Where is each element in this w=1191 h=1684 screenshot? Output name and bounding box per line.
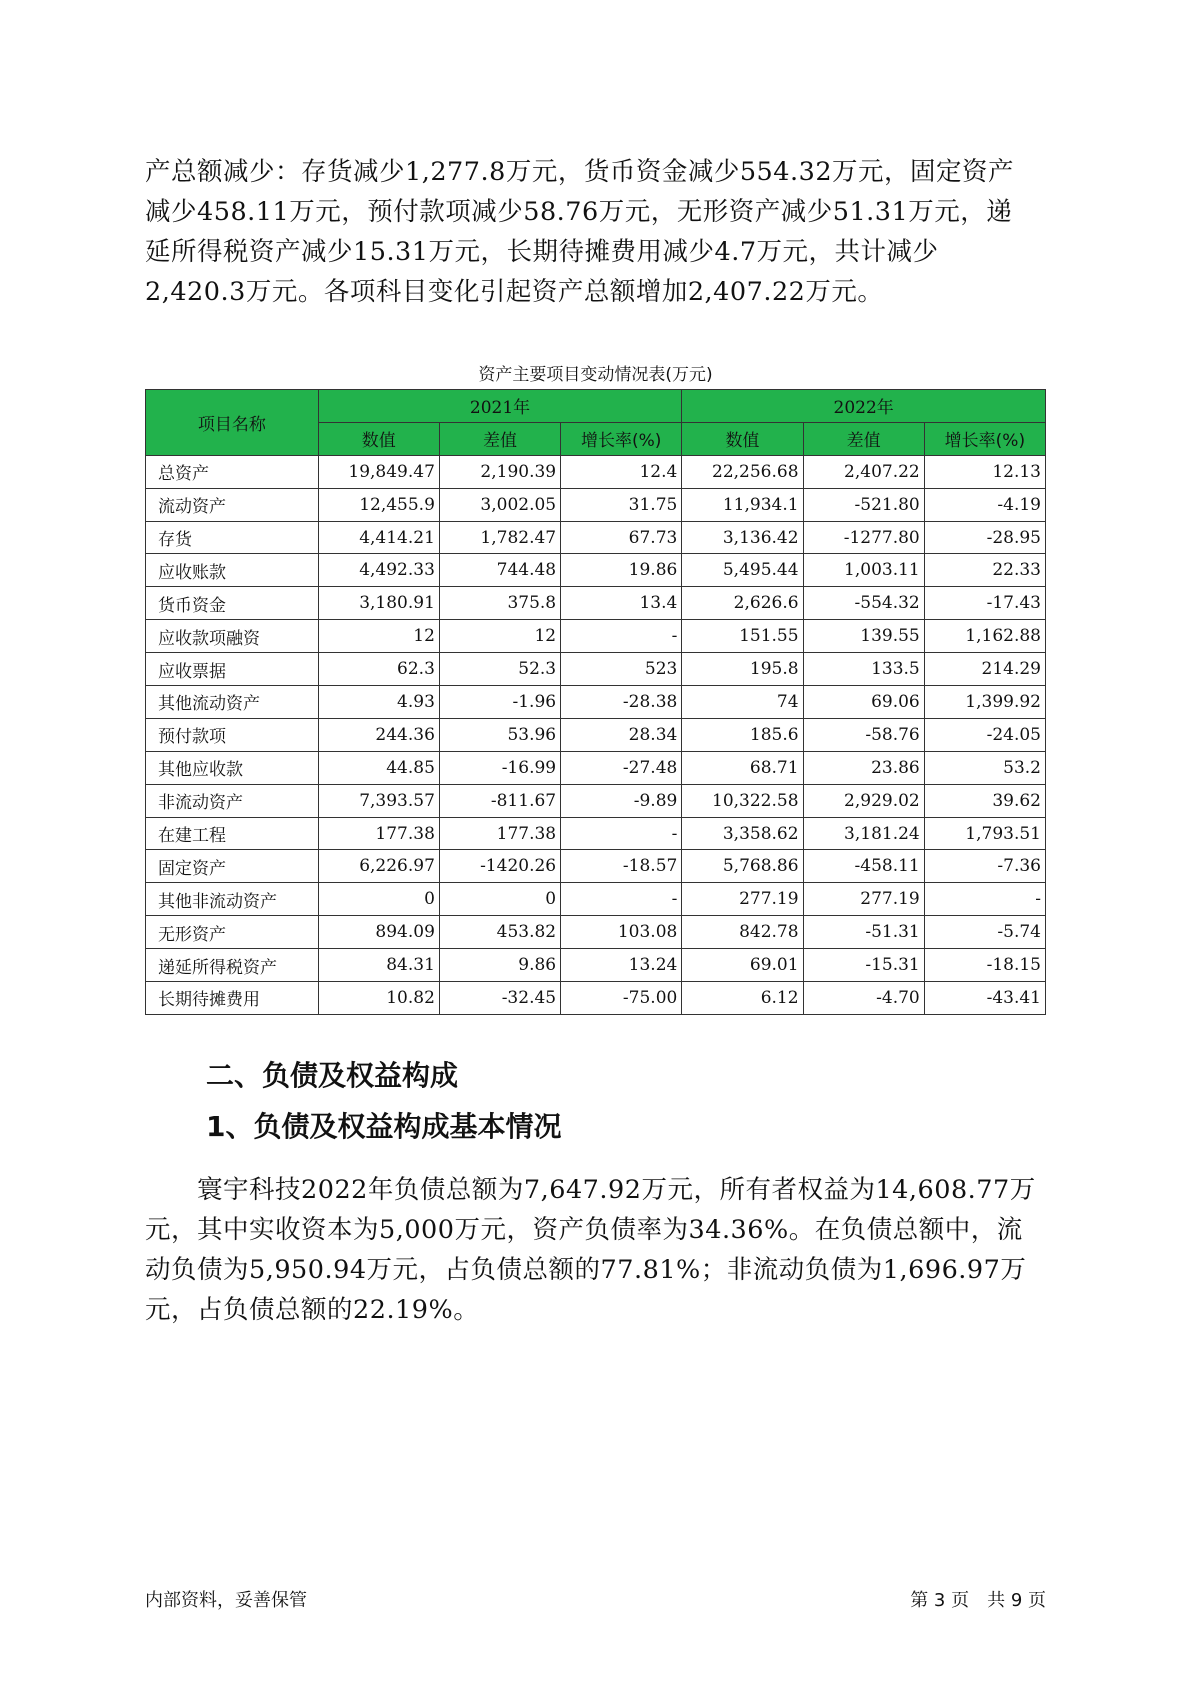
table-cell: 12 <box>318 620 439 653</box>
table-cell: 177.38 <box>318 817 439 850</box>
row-item-name: 在建工程 <box>146 817 319 850</box>
table-cell: 277.19 <box>682 883 803 916</box>
table-cell: 6.12 <box>682 982 803 1015</box>
header-value: 数值 <box>318 422 439 455</box>
table-cell: -16.99 <box>439 751 560 784</box>
section-heading: 二、负债及权益构成 <box>206 1059 459 1092</box>
table-cell: 185.6 <box>682 718 803 751</box>
table-cell: -4.70 <box>803 982 924 1015</box>
table-cell: - <box>561 883 682 916</box>
row-item-name: 非流动资产 <box>146 784 319 817</box>
table-cell: 1,793.51 <box>924 817 1045 850</box>
table-cell: 103.08 <box>561 916 682 949</box>
table-cell: -17.43 <box>924 587 1045 620</box>
table-cell: 31.75 <box>561 488 682 521</box>
row-item-name: 其他应收款 <box>146 751 319 784</box>
row-item-name: 货币资金 <box>146 587 319 620</box>
table-caption: 资产主要项目变动情况表(万元) <box>478 365 713 385</box>
header-growth: 增长率(%) <box>561 422 682 455</box>
table-cell: 453.82 <box>439 916 560 949</box>
table-row <box>146 620 1046 653</box>
text-line: 寰宇科技2022年负债总额为7,647.92万元，所有者权益为14,608.77万 <box>145 1175 1036 1205</box>
table-cell: 3,358.62 <box>682 817 803 850</box>
table-cell: -24.05 <box>924 718 1045 751</box>
header-value: 数值 <box>682 422 803 455</box>
row-item-name: 无形资产 <box>146 916 319 949</box>
table-cell: -75.00 <box>561 982 682 1015</box>
table-row <box>146 850 1046 883</box>
table-cell: -27.48 <box>561 751 682 784</box>
body-paragraph-2 <box>145 1170 1045 1330</box>
table-cell: 177.38 <box>439 817 560 850</box>
table-cell: 3,002.05 <box>439 488 560 521</box>
row-item-name: 递延所得税资产 <box>146 949 319 982</box>
table-cell: 62.3 <box>318 653 439 686</box>
table-cell: -28.95 <box>924 521 1045 554</box>
table-row <box>146 784 1046 817</box>
row-item-name: 应收票据 <box>146 653 319 686</box>
table-cell: 12 <box>439 620 560 653</box>
asset-change-table <box>145 389 1046 1015</box>
table-cell: 151.55 <box>682 620 803 653</box>
table-row <box>146 686 1046 719</box>
table-cell: 53.96 <box>439 718 560 751</box>
text-line: 2,420.3万元。各项科目变化引起资产总额增加2,407.22万元。 <box>145 277 884 307</box>
table-cell: 2,407.22 <box>803 455 924 488</box>
table-cell: -5.74 <box>924 916 1045 949</box>
table-cell: 894.09 <box>318 916 439 949</box>
table-cell: 7,393.57 <box>318 784 439 817</box>
table-row <box>146 554 1046 587</box>
table-cell: 4,414.21 <box>318 521 439 554</box>
text-line: 减少458.11万元，预付款项减少58.76万元，无形资产减少51.31万元，递 <box>145 197 1013 227</box>
row-item-name: 长期待摊费用 <box>146 982 319 1015</box>
table-cell: 67.73 <box>561 521 682 554</box>
table-cell: 2,929.02 <box>803 784 924 817</box>
table-cell: -28.38 <box>561 686 682 719</box>
table-cell: - <box>561 817 682 850</box>
table-cell: 744.48 <box>439 554 560 587</box>
table-cell: -18.57 <box>561 850 682 883</box>
table-body <box>146 455 1046 1014</box>
table-row <box>146 949 1046 982</box>
table-cell: 12,455.9 <box>318 488 439 521</box>
table-cell: -58.76 <box>803 718 924 751</box>
row-item-name: 总资产 <box>146 455 319 488</box>
table-cell: -15.31 <box>803 949 924 982</box>
table-cell: 0 <box>439 883 560 916</box>
table-cell: 1,162.88 <box>924 620 1045 653</box>
header-diff: 差值 <box>803 422 924 455</box>
row-item-name: 其他非流动资产 <box>146 883 319 916</box>
row-item-name: 应收账款 <box>146 554 319 587</box>
header-diff: 差值 <box>439 422 560 455</box>
text-line: 延所得税资产减少15.31万元，长期待摊费用减少4.7万元，共计减少 <box>145 237 939 267</box>
table-row <box>146 751 1046 784</box>
table-cell: 3,136.42 <box>682 521 803 554</box>
table-cell: -458.11 <box>803 850 924 883</box>
table-cell: 277.19 <box>803 883 924 916</box>
table-cell: 139.55 <box>803 620 924 653</box>
text-line: 元，其中实收资本为5,000万元，资产负债率为34.36%。在负债总额中，流 <box>145 1215 1023 1245</box>
table-row <box>146 653 1046 686</box>
table-cell: 1,003.11 <box>803 554 924 587</box>
subsection-heading: 1、负债及权益构成基本情况 <box>206 1110 562 1143</box>
table-cell: 3,181.24 <box>803 817 924 850</box>
table-cell: 12.4 <box>561 455 682 488</box>
table-cell: -1277.80 <box>803 521 924 554</box>
table-cell: 5,495.44 <box>682 554 803 587</box>
table-cell: 1,399.92 <box>924 686 1045 719</box>
table-row <box>146 488 1046 521</box>
row-item-name: 预付款项 <box>146 718 319 751</box>
table-cell: -521.80 <box>803 488 924 521</box>
table-cell: 214.29 <box>924 653 1045 686</box>
table-cell: 3,180.91 <box>318 587 439 620</box>
table-cell: 0 <box>318 883 439 916</box>
table-cell: 5,768.86 <box>682 850 803 883</box>
table-cell: -18.15 <box>924 949 1045 982</box>
table-cell: 10.82 <box>318 982 439 1015</box>
table-cell: 13.4 <box>561 587 682 620</box>
table-cell: 1,782.47 <box>439 521 560 554</box>
table-cell: 9.86 <box>439 949 560 982</box>
table-cell: 69.06 <box>803 686 924 719</box>
table-cell: 22,256.68 <box>682 455 803 488</box>
table-cell: 84.31 <box>318 949 439 982</box>
table-cell: 52.3 <box>439 653 560 686</box>
row-item-name: 流动资产 <box>146 488 319 521</box>
table-cell: 11,934.1 <box>682 488 803 521</box>
table-cell: - <box>924 883 1045 916</box>
table-row <box>146 883 1046 916</box>
table-cell: -811.67 <box>439 784 560 817</box>
body-paragraph-1 <box>145 152 1045 312</box>
table-cell: 12.13 <box>924 455 1045 488</box>
footer-page-number: 第 3 页 共 9 页 <box>910 1590 1046 1611</box>
footer-confidential-note: 内部资料，妥善保管 <box>145 1590 307 1611</box>
table-cell: 133.5 <box>803 653 924 686</box>
table-cell: -43.41 <box>924 982 1045 1015</box>
table-cell: 19.86 <box>561 554 682 587</box>
table-row <box>146 916 1046 949</box>
header-item-name: 项目名称 <box>146 390 319 456</box>
table-cell: 22.33 <box>924 554 1045 587</box>
table-cell: 39.62 <box>924 784 1045 817</box>
table-cell: -4.19 <box>924 488 1045 521</box>
table-row <box>146 982 1046 1015</box>
table-row <box>146 455 1046 488</box>
text-line: 元，占负债总额的22.19%。 <box>145 1295 480 1325</box>
table-cell: -51.31 <box>803 916 924 949</box>
table-cell: -554.32 <box>803 587 924 620</box>
table-cell: 4.93 <box>318 686 439 719</box>
table-row <box>146 817 1046 850</box>
table-cell: 68.71 <box>682 751 803 784</box>
table-cell: 4,492.33 <box>318 554 439 587</box>
table-cell: 375.8 <box>439 587 560 620</box>
table-cell: 842.78 <box>682 916 803 949</box>
table-cell: -1.96 <box>439 686 560 719</box>
table-cell: -32.45 <box>439 982 560 1015</box>
table-cell: 44.85 <box>318 751 439 784</box>
table-cell: 74 <box>682 686 803 719</box>
table-cell: - <box>561 620 682 653</box>
row-item-name: 应收款项融资 <box>146 620 319 653</box>
table-cell: 195.8 <box>682 653 803 686</box>
header-growth: 增长率(%) <box>924 422 1045 455</box>
row-item-name: 其他流动资产 <box>146 686 319 719</box>
table-row <box>146 718 1046 751</box>
table-cell: -9.89 <box>561 784 682 817</box>
table-cell: 23.86 <box>803 751 924 784</box>
text-line: 动负债为5,950.94万元，占负债总额的77.81%；非流动负债为1,696.97万 <box>145 1255 1027 1285</box>
table-cell: -1420.26 <box>439 850 560 883</box>
table-cell: 28.34 <box>561 718 682 751</box>
table-row <box>146 587 1046 620</box>
row-item-name: 固定资产 <box>146 850 319 883</box>
table-cell: 53.2 <box>924 751 1045 784</box>
table-cell: 6,226.97 <box>318 850 439 883</box>
text-line: 产总额减少：存货减少1,277.8万元，货币资金减少554.32万元，固定资产 <box>145 157 1015 187</box>
table-cell: 10,322.58 <box>682 784 803 817</box>
header-year-2022: 2022年 <box>682 390 1046 423</box>
header-year-2021: 2021年 <box>318 390 682 423</box>
table-cell: -7.36 <box>924 850 1045 883</box>
table-cell: 2,626.6 <box>682 587 803 620</box>
table-cell: 244.36 <box>318 718 439 751</box>
table-cell: 69.01 <box>682 949 803 982</box>
table-cell: 13.24 <box>561 949 682 982</box>
table-cell: 523 <box>561 653 682 686</box>
row-item-name: 存货 <box>146 521 319 554</box>
table-cell: 19,849.47 <box>318 455 439 488</box>
table-row <box>146 521 1046 554</box>
table-cell: 2,190.39 <box>439 455 560 488</box>
